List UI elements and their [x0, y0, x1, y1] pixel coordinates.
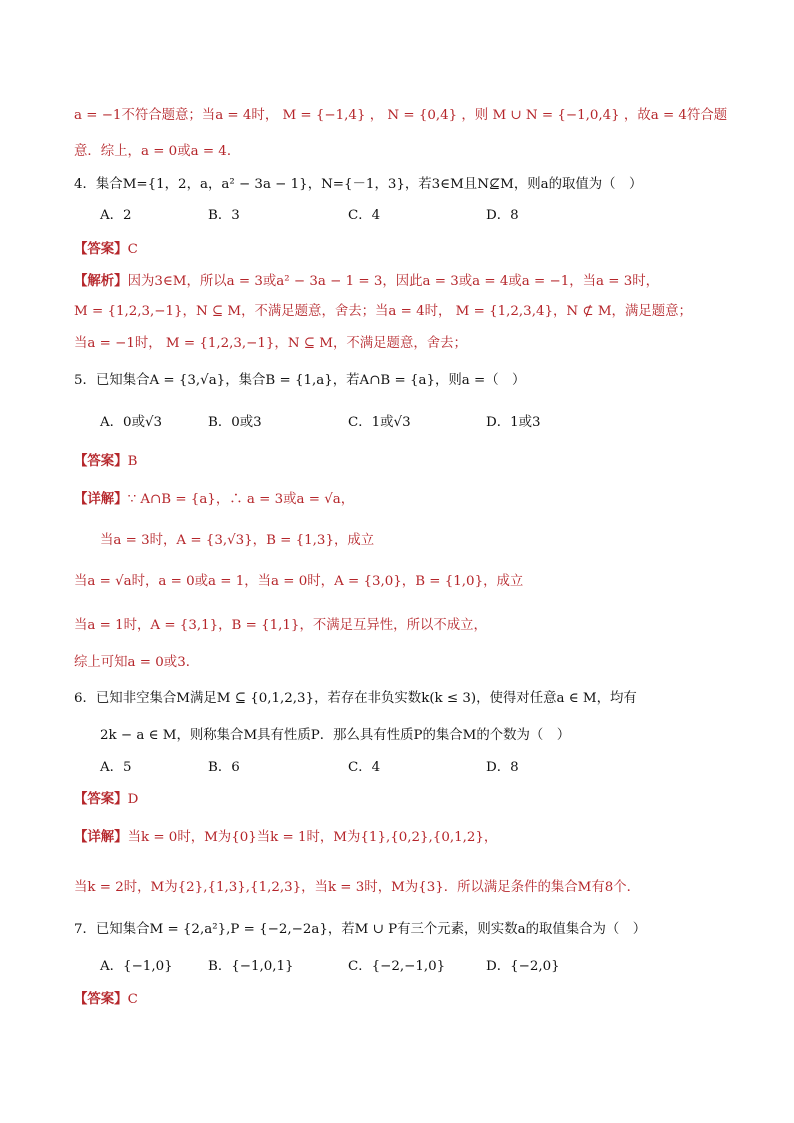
prev-solution-line-1: a = −1不符合题意；当a = 4时， M = {−1,4} ， N = {0,4} ，则 M ∪ N = {−1,0,4} ，故a = 4符合题 — [74, 108, 728, 123]
q4-option-a: A．2 — [100, 208, 132, 223]
q5-stem: 5．已知集合A = {3,√a}，集合B = {1,a}，若A∩B = {a}，则a =（ ） — [74, 373, 526, 388]
q5-option-a: A．0或√3 — [100, 415, 163, 430]
q5-option-c: C．1或√3 — [348, 415, 411, 430]
q5-option-d: D．1或3 — [486, 415, 541, 430]
q5-option-b: B．0或3 — [208, 415, 262, 430]
q4-stem: 4．集合M={1，2，a，a² − 3a − 1}，N={－1，3}，若3∈M且N⊈M，则a的取值为（ ） — [74, 177, 643, 192]
q5-detail-line-4: 当a = 1时，A = {3,1}，B = {1,1}，不满足互异性，所以不成立， — [74, 618, 487, 633]
q5-answer-tag: 【答案】 — [74, 453, 128, 469]
q6-detail-text-1: 当k = 0时，M为{0}当k = 1时，M为{1},{0,2},{0,1,2}， — [127, 830, 498, 845]
q4-analysis-line-2: M = {1,2,3,−1}，N ⊆ M，不满足题意，舍去；当a = 4时， M = {1,2,3,4}，N ⊄ M，满足题意； — [74, 304, 692, 319]
q5-detail-line-1 — [74, 490, 354, 509]
q4-answer — [74, 240, 138, 259]
q4-analysis-line-1 — [74, 272, 659, 291]
q5-detail-line-3: 当a = √a时，a = 0或a = 1，当a = 0时，A = {3,0}，B = {1,0}，成立 — [74, 574, 524, 589]
q7-option-a: A．{−1,0} — [100, 959, 173, 974]
q6-detail-line-1 — [74, 828, 497, 847]
prev-solution-line-2: 意．综上，a = 0或a = 4． — [74, 144, 241, 159]
q6-answer — [74, 790, 138, 809]
q7-option-c: C．{−2,−1,0} — [348, 959, 446, 974]
q5-detail-line-5: 综上可知a = 0或3． — [74, 655, 200, 670]
q5-detail-tag: 【详解】 — [74, 491, 128, 507]
q6-answer-tag: 【答案】 — [74, 791, 128, 807]
q4-analysis-tag: 【解析】 — [74, 273, 128, 289]
q5-answer — [74, 452, 137, 471]
q6-stem-line-1: 6．已知非空集合M满足M ⊆ {0,1,2,3}，若存在非负实数k(k ≤ 3)，使得对任意a ∈ M，均有 — [74, 691, 637, 706]
q7-answer-value: C — [127, 992, 138, 1007]
q4-option-b: B．3 — [208, 208, 240, 223]
q7-stem: 7．已知集合M = {2,a²},P = {−2,−2a}，若M ∪ P有三个元素，则实数a的取值集合为（ ） — [74, 922, 647, 937]
q6-stem-line-2: 2k − a ∈ M，则称集合M具有性质P．那么具有性质P的集合M的个数为（ ） — [100, 728, 571, 743]
q4-option-d: D．8 — [486, 208, 519, 223]
q6-option-b: B．6 — [208, 760, 240, 775]
q4-answer-value: C — [127, 242, 138, 257]
q7-answer — [74, 990, 138, 1009]
q6-option-c: C．4 — [348, 760, 381, 775]
q6-option-d: D．8 — [486, 760, 519, 775]
q4-option-c: C．4 — [348, 208, 381, 223]
q6-option-a: A．5 — [100, 760, 132, 775]
q6-answer-value: D — [127, 792, 139, 807]
q6-detail-line-2: 当k = 2时，M为{2},{1,3},{1,2,3}，当k = 3时，M为{3}．所以满足条件的集合M有8个． — [74, 880, 641, 895]
q6-detail-tag: 【详解】 — [74, 829, 128, 845]
q7-option-d: D．{−2,0} — [486, 959, 560, 974]
q7-answer-tag: 【答案】 — [74, 991, 128, 1007]
q4-analysis-line-3: 当a = −1时， M = {1,2,3,−1}，N ⊆ M，不满足题意，舍去； — [74, 336, 467, 351]
q5-detail-text-1: ∵ A∩B = {a}，∴ a = 3或a = √a， — [127, 492, 355, 507]
q5-detail-line-2: 当a = 3时，A = {3,√3}，B = {1,3}，成立 — [100, 533, 375, 548]
q4-analysis-text-1: 因为3∈M，所以a = 3或a² − 3a − 1 = 3，因此a = 3或a = 4或a = −1，当a = 3时， — [127, 274, 660, 289]
q4-answer-tag: 【答案】 — [74, 241, 128, 257]
q5-answer-value: B — [127, 454, 138, 469]
q7-option-b: B．{−1,0,1} — [208, 959, 294, 974]
